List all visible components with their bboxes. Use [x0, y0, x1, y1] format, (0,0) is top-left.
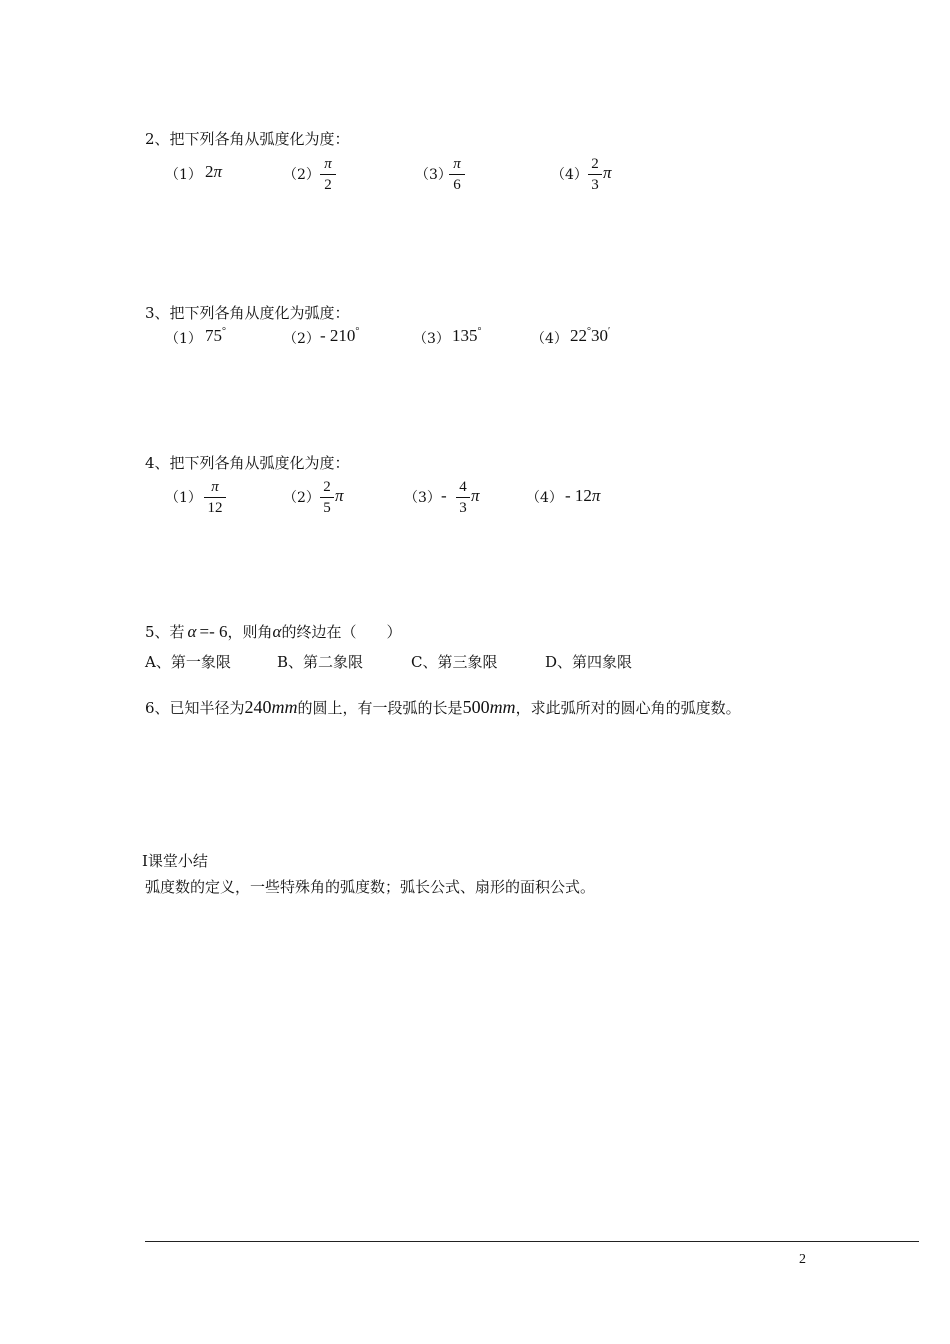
q2-item4-pi: π — [603, 163, 612, 182]
question-5-stem: 5、若 α =- 6，则角α的终边在（ ） — [145, 622, 402, 641]
q4-item1-label: （1） — [165, 490, 202, 506]
summary-body: 弧度数的定义，一些特殊角的弧度数；弧长公式、扇形的面积公式。 — [145, 878, 596, 896]
q5-option-a: A、第一象限 — [145, 653, 231, 671]
question-4-title: 4、把下列各角从弧度化为度： — [145, 454, 350, 472]
page-number: 2 — [799, 1252, 806, 1267]
q3-item3-label: （3） — [413, 331, 450, 347]
q3-item2-expr: - 210° — [320, 326, 360, 345]
q4-item1-fraction: π 12 — [204, 478, 226, 517]
q2-item4-label: （4） — [551, 167, 588, 183]
q2-item3-label: （3） — [415, 167, 452, 183]
q5-option-d: D、第四象限 — [545, 653, 633, 671]
q4-item4-expr: - 12π — [565, 486, 601, 505]
q4-item4-label: （4） — [526, 490, 563, 506]
q2-item2-label: （2） — [283, 167, 320, 183]
q2-item1-expr: 2π — [205, 162, 223, 181]
q2-item2-fraction: π 2 — [320, 155, 336, 194]
q2-item1-label: （1） — [165, 167, 202, 183]
q3-item3-expr: 135° — [452, 326, 482, 345]
summary-heading: I课堂小结 — [142, 852, 208, 870]
footer-divider — [145, 1241, 919, 1242]
q4-item2-fraction: 2 5 — [320, 478, 334, 517]
question-6-stem: 6、已知半径为240mm的圆上，有一段弧的长是500mm，求此弧所对的圆心角的弧度数。 — [145, 697, 741, 717]
q3-item1-expr: 75° — [205, 326, 226, 345]
q2-item4-fraction: 2 3 — [588, 155, 602, 194]
q5-option-c: C、第三象限 — [411, 653, 498, 671]
q4-item3-pi: π — [471, 486, 480, 505]
question-3-title: 3、把下列各角从度化为弧度： — [145, 304, 350, 322]
q4-item2-pi: π — [335, 486, 344, 505]
q4-item3-sign: - — [441, 486, 447, 505]
q3-item2-label: （2） — [283, 331, 320, 347]
q2-item3-fraction: π 6 — [449, 155, 465, 194]
question-2-title: 2、把下列各角从弧度化为度： — [145, 130, 350, 148]
q3-item4-label: （4） — [531, 331, 568, 347]
q5-option-b: B、第二象限 — [277, 653, 364, 671]
q4-item3-fraction: 4 3 — [456, 478, 470, 517]
q4-item3-label: （3） — [404, 490, 441, 506]
q3-item4-expr: 22°30′ — [570, 326, 611, 345]
q4-item2-label: （2） — [283, 490, 320, 506]
q3-item1-label: （1） — [165, 331, 202, 347]
